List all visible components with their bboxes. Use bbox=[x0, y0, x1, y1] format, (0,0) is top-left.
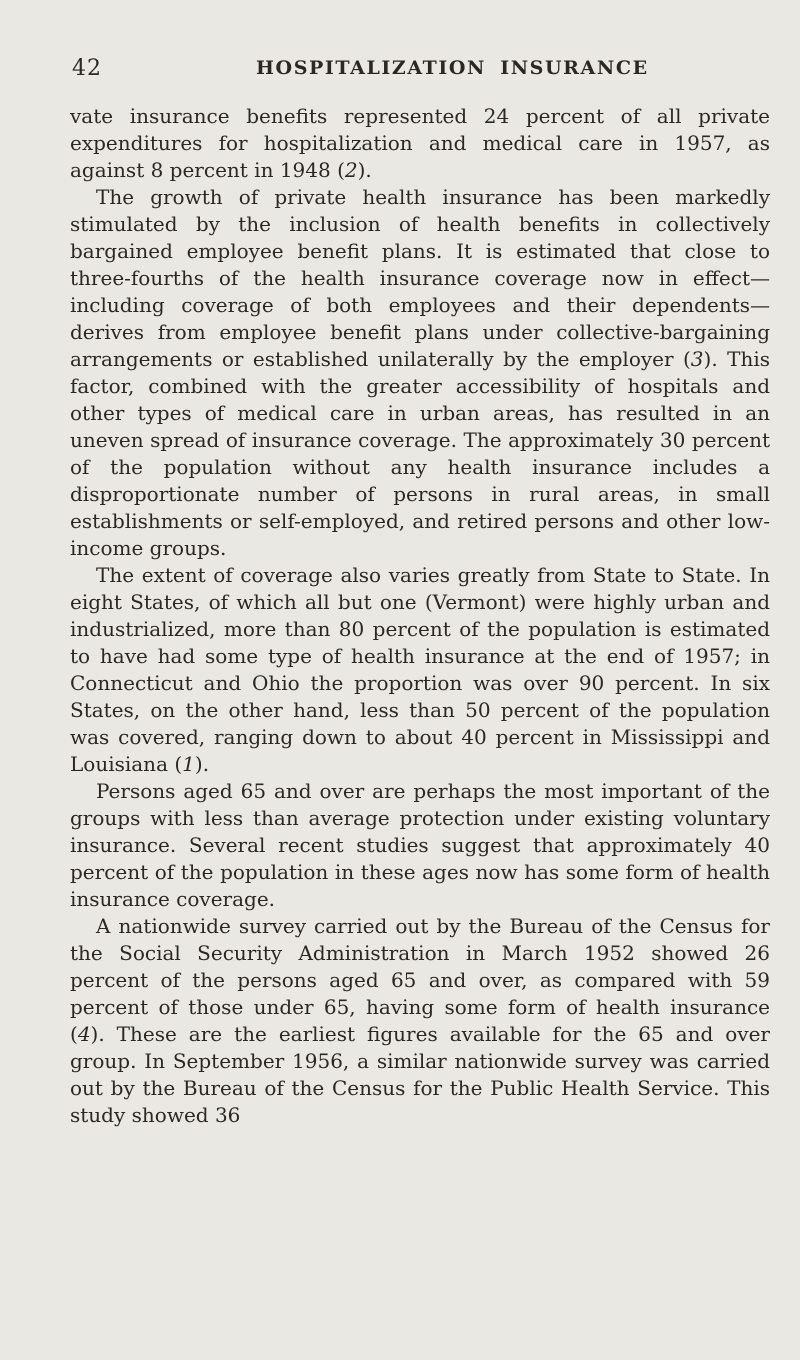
body-text bbox=[70, 103, 770, 1129]
paragraph: A nationwide survey carried out by the Bureau of the Census for the Social Security Administration in March 1952 showed 26 percent of the persons aged 65 and over, as compared with 59 percent of those under 65, having some form of health insurance (4). These are the earliest figures available for the 65 and over group. In September 1956, a similar nationwide survey was carried out by the Bureau of the Census for the Public Health Service. This study showed 36 bbox=[70, 914, 770, 1127]
paragraph: Persons aged 65 and over are perhaps the most important of the groups with less than average protection under existing voluntary insurance. Several recent studies suggest that approximately 40 percent of the population in these ages now has some form of health insurance coverage. bbox=[70, 779, 770, 911]
reference-number: 3 bbox=[690, 347, 704, 371]
paragraph: The growth of private health insurance has been markedly stimulated by the inclusion of health benefits in collectively bargained employee benefit plans. It is estimated that close to three-fourths of the health insurance coverage now in effect—including coverage of both employees and their dependents—derives from employee benefit plans under collective-bargaining arrangements or established unilaterally by the employer (3). This factor, combined with the greater accessibility of hospitals and other types of medical care in urban areas, has resulted in an uneven spread of insurance coverage. The approximately 30 percent of the population without any health insurance includes a disproportionate number of persons in rural areas, in small establishments or self-employed, and retired persons and other low-income groups. bbox=[70, 185, 770, 560]
running-head: HOSPITALIZATION INSURANCE bbox=[256, 57, 649, 79]
reference-number: 1 bbox=[182, 752, 195, 776]
page-number: 42 bbox=[72, 56, 102, 81]
reference-number: 4 bbox=[77, 1022, 91, 1046]
paragraph: The extent of coverage also varies greatly from State to State. In eight States, of which all but one (Vermont) were highly urban and industrialized, more than 80 percent of the population is estimated to have had some type of health insurance at the end of 1957; in Connecticut and Ohio the proportion was over 90 percent. In six States, on the other hand, less than 50 percent of the population was covered, ranging down to about 40 percent in Mississippi and Louisiana (1). bbox=[70, 563, 770, 776]
reference-number: 2 bbox=[344, 158, 358, 182]
page-header bbox=[72, 56, 770, 86]
paragraph: vate insurance benefits represented 24 percent of all private expenditures for hospitalization and medical care in 1957, as against 8 percent in 1948 (2). bbox=[70, 104, 770, 182]
